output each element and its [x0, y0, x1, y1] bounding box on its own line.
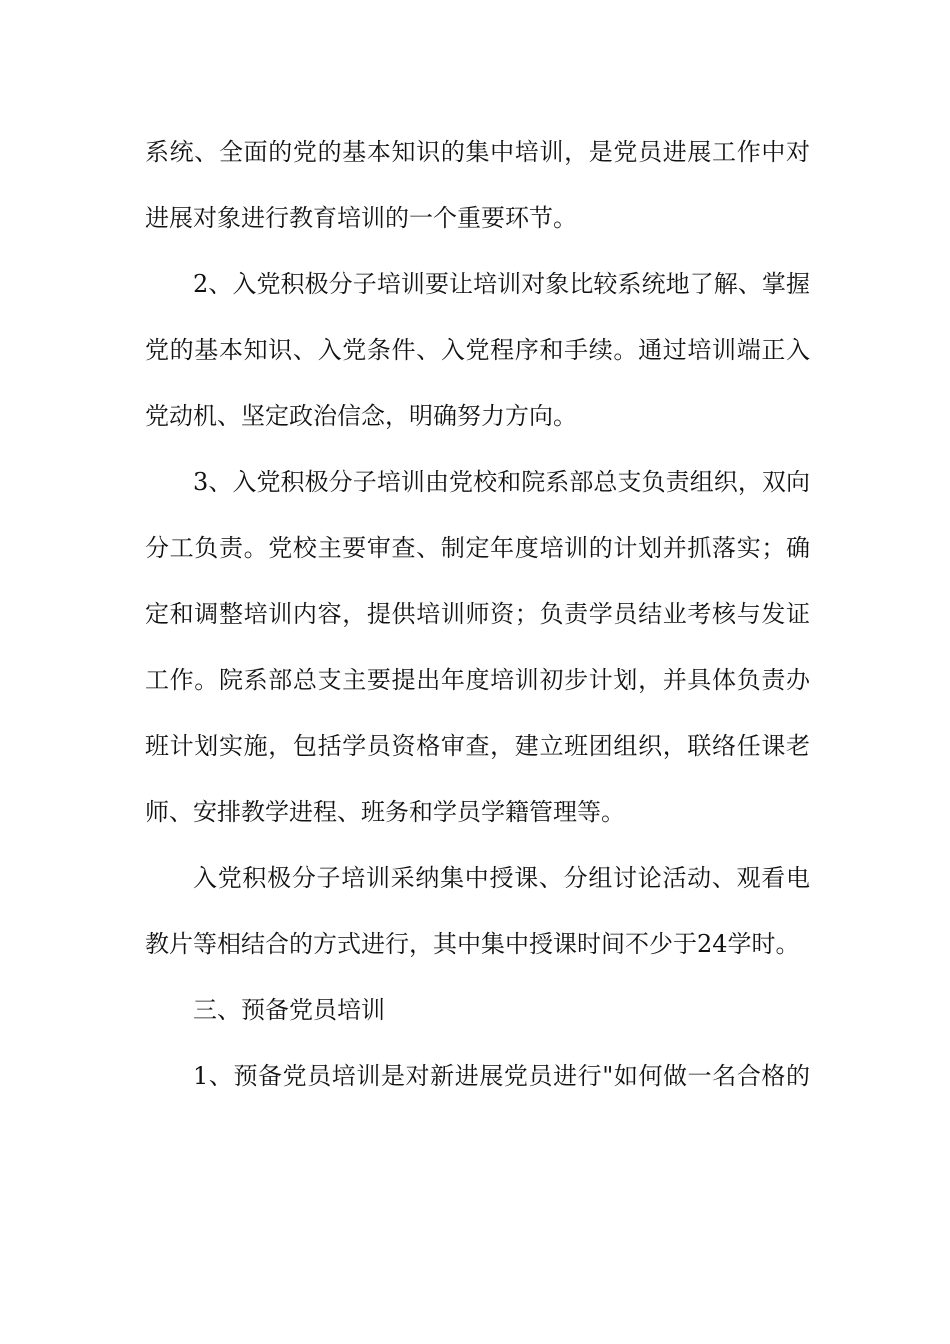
text-line: 师、安排教学进程、班务和学员学籍管理等。 [145, 798, 625, 826]
paragraph-start-line: 3、入党积极分子培训由党校和院系部总支负责组织，双向 [193, 468, 810, 496]
paragraph-start-line: 入党积极分子培训采纳集中授课、分组讨论活动、观看电 [193, 864, 810, 892]
text-line: 党的基本知识、入党条件、入党程序和手续。通过培训端正入 [145, 336, 810, 364]
paragraph-start-line: 1、预备党员培训是对新进展党员进行"如何做一名合格的 [193, 1062, 810, 1090]
document-body [145, 130, 810, 1120]
text-line: 班计划实施，包括学员资格审查，建立班团组织，联络任课老 [145, 732, 810, 760]
text-line: 工作。院系部总支主要提出年度培训初步计划，并具体负责办 [145, 666, 810, 694]
text-line: 系统、全面的党的基本知识的集中培训，是党员进展工作中对 [145, 138, 810, 166]
text-line: 进展对象进行教育培训的一个重要环节。 [145, 204, 577, 232]
section-heading: 三、预备党员培训 [193, 996, 385, 1024]
text-line: 党动机、坚定政治信念，明确努力方向。 [145, 402, 577, 430]
text-line: 定和调整培训内容，提供培训师资；负责学员结业考核与发证 [145, 600, 810, 628]
paragraph-start-line: 2、入党积极分子培训要让培训对象比较系统地了解、掌握 [193, 270, 810, 298]
text-line: 教片等相结合的方式进行，其中集中授课时间不少于24学时。 [145, 930, 800, 958]
text-line: 分工负责。党校主要审查、制定年度培训的计划并抓落实；确 [145, 534, 810, 562]
